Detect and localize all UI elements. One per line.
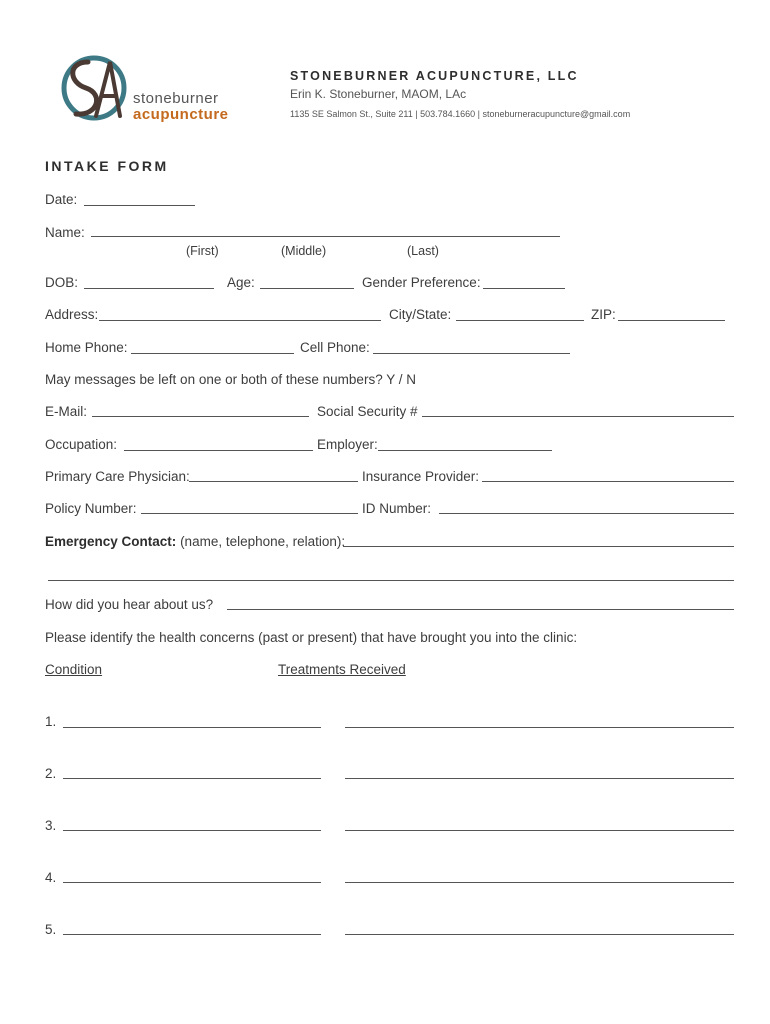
treatment-field-1[interactable] — [345, 727, 734, 728]
dob-field[interactable] — [84, 288, 214, 289]
row-number: 2. — [45, 766, 57, 781]
city-state-field[interactable] — [456, 320, 584, 321]
gender-label: Gender Preference: — [362, 275, 481, 290]
row-number: 5. — [45, 922, 57, 937]
city-state-label: City/State: — [389, 307, 452, 322]
condition-field-4[interactable] — [63, 882, 321, 883]
employer-field[interactable] — [378, 450, 552, 451]
emergency-contact-label — [45, 534, 345, 550]
occupation-label: Occupation: — [45, 437, 118, 452]
referral-field[interactable] — [227, 609, 734, 610]
name-label: Name: — [45, 225, 85, 240]
name-field[interactable] — [91, 236, 560, 237]
cell-phone-label: Cell Phone: — [300, 340, 370, 355]
age-field[interactable] — [260, 288, 354, 289]
referral-label: How did you hear about us? — [45, 597, 214, 612]
contact-info: 1135 SE Salmon St., Suite 211 | 503.784.1660 | stoneburneracupuncture@gmail.com — [290, 109, 631, 119]
address-label: Address: — [45, 307, 99, 322]
condition-field-1[interactable] — [63, 727, 321, 728]
policy-field[interactable] — [141, 513, 358, 514]
employer-label: Employer: — [317, 437, 378, 452]
messages-question: May messages be left on one or both of these numbers? Y / N — [45, 372, 416, 387]
treatment-field-2[interactable] — [345, 778, 734, 779]
name-first-caption: (First) — [186, 244, 219, 258]
row-number: 3. — [45, 818, 57, 833]
condition-field-3[interactable] — [63, 830, 321, 831]
date-field[interactable] — [84, 205, 195, 206]
condition-field-2[interactable] — [63, 778, 321, 779]
id-number-field[interactable] — [439, 513, 734, 514]
home-phone-label: Home Phone: — [45, 340, 128, 355]
emergency-contact-field-2[interactable] — [48, 580, 734, 581]
pcp-label: Primary Care Physician: — [45, 469, 190, 484]
practitioner-name: Erin K. Stoneburner, MAOM, LAc — [290, 87, 467, 101]
id-number-label: ID Number: — [362, 501, 432, 516]
ssn-label: Social Security # — [317, 404, 418, 419]
logo-icon — [58, 52, 130, 124]
logo-text-stoneburner: stoneburner — [133, 90, 219, 107]
logo-text-acupuncture: acupuncture — [133, 106, 229, 123]
row-number: 4. — [45, 870, 57, 885]
ssn-field[interactable] — [422, 416, 734, 417]
treatments-header: Treatments Received — [278, 662, 406, 677]
name-middle-caption: (Middle) — [281, 244, 327, 258]
occupation-field[interactable] — [124, 450, 313, 451]
concerns-prompt: Please identify the health concerns (past or present) that have brought you into the clinic: — [45, 630, 578, 645]
email-field[interactable] — [92, 416, 309, 417]
date-label: Date: — [45, 192, 78, 207]
gender-field[interactable] — [483, 288, 565, 289]
condition-header: Condition — [45, 662, 103, 677]
row-number: 1. — [45, 714, 57, 729]
emergency-contact-title: Emergency Contact: — [45, 534, 177, 549]
pcp-field[interactable] — [189, 481, 358, 482]
cell-phone-field[interactable] — [373, 353, 570, 354]
form-title: INTAKE FORM — [45, 158, 169, 174]
address-field[interactable] — [99, 320, 381, 321]
insurance-label: Insurance Provider: — [362, 469, 480, 484]
dob-label: DOB: — [45, 275, 79, 290]
emergency-contact-field[interactable] — [343, 546, 734, 547]
treatment-field-5[interactable] — [345, 934, 734, 935]
treatment-field-3[interactable] — [345, 830, 734, 831]
treatment-field-4[interactable] — [345, 882, 734, 883]
age-label: Age: — [227, 275, 255, 290]
name-last-caption: (Last) — [407, 244, 439, 258]
zip-label: ZIP: — [591, 307, 616, 322]
zip-field[interactable] — [618, 320, 725, 321]
home-phone-field[interactable] — [131, 353, 294, 354]
emergency-contact-hint: (name, telephone, relation): — [180, 534, 346, 549]
condition-field-5[interactable] — [63, 934, 321, 935]
email-label: E-Mail: — [45, 404, 88, 419]
insurance-field[interactable] — [482, 481, 734, 482]
company-name: STONEBURNER ACUPUNCTURE, LLC — [290, 69, 579, 83]
policy-label: Policy Number: — [45, 501, 137, 516]
